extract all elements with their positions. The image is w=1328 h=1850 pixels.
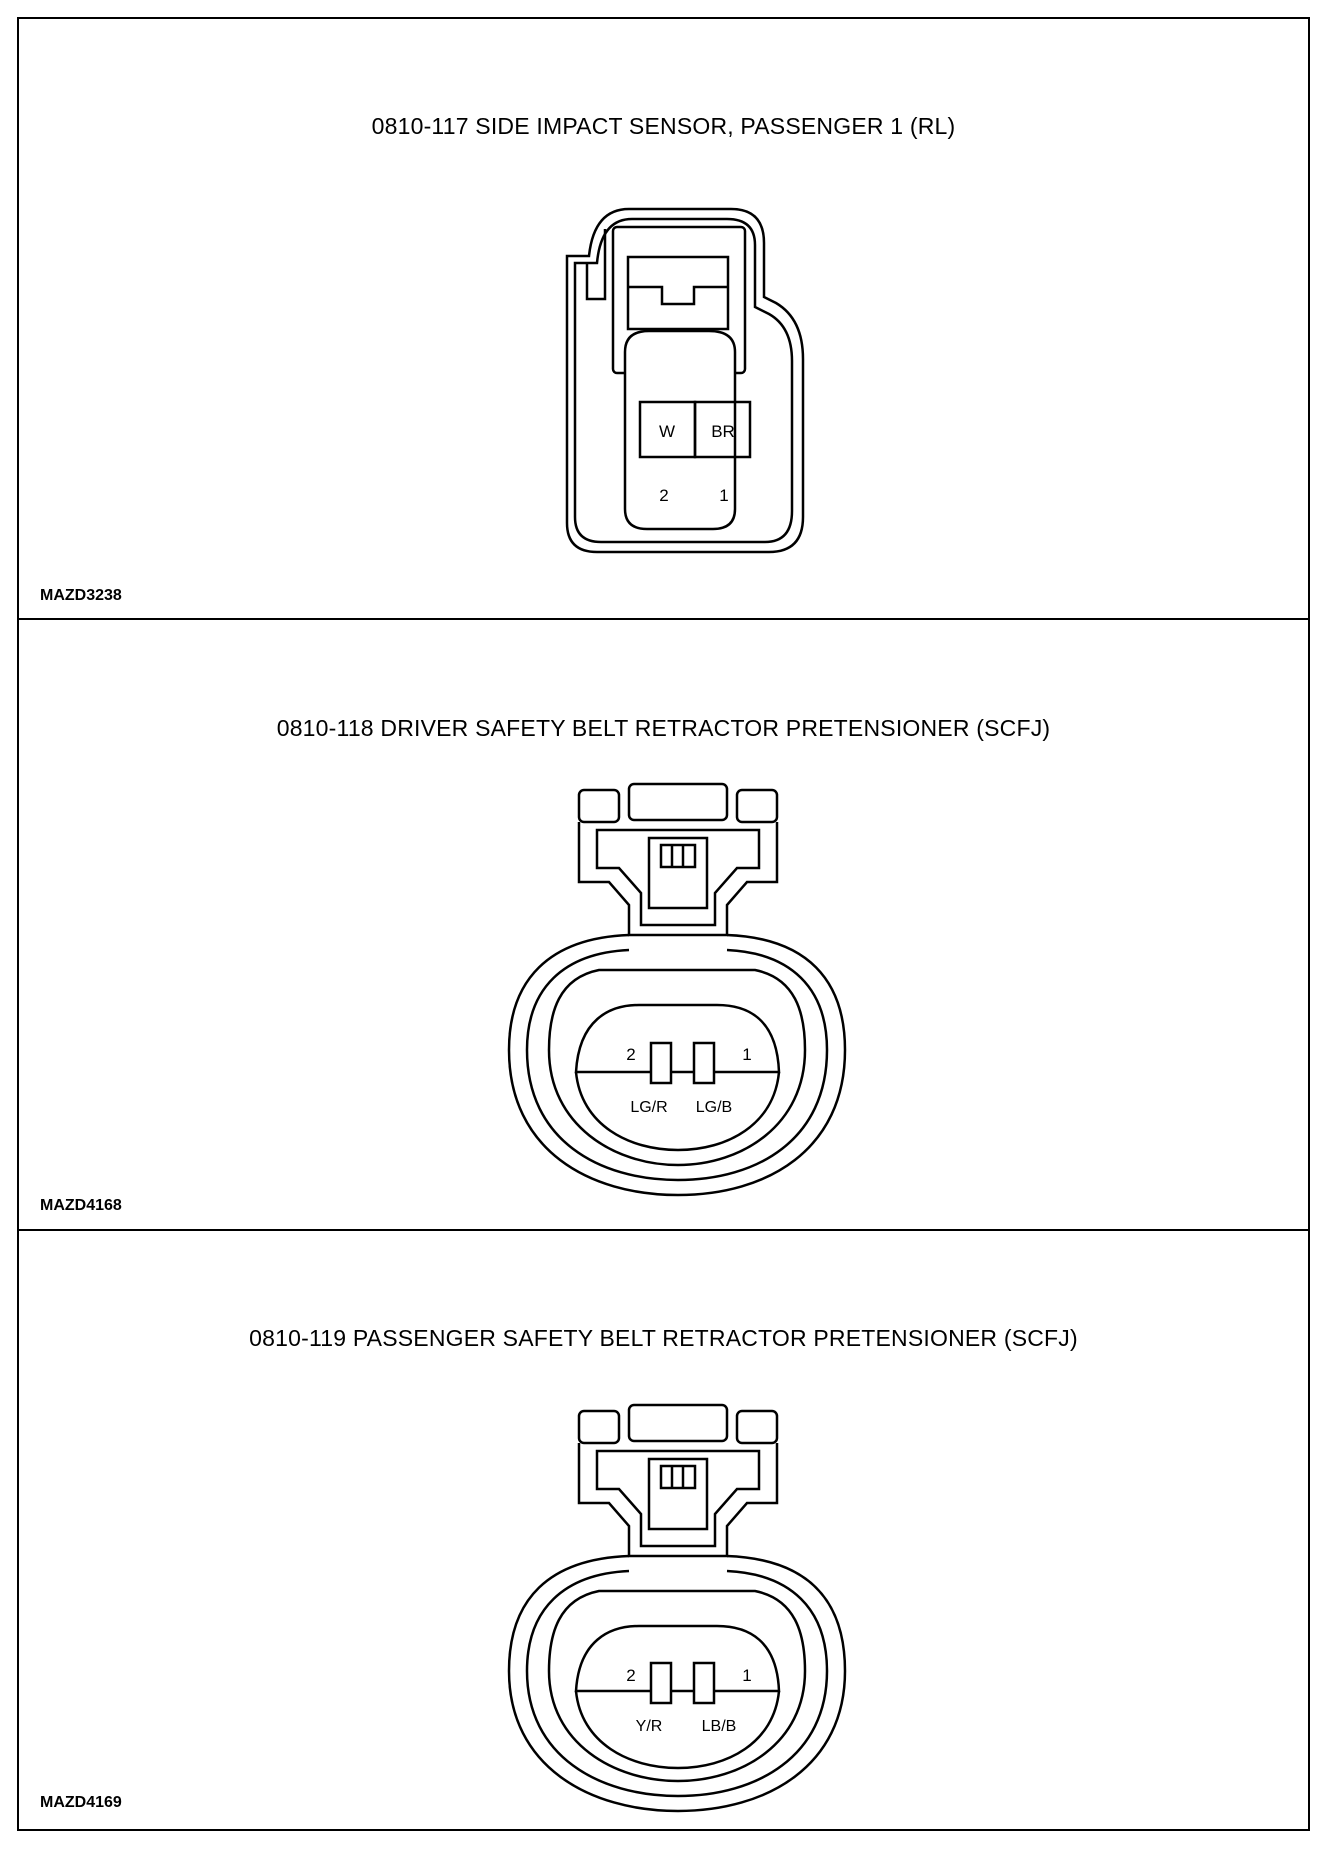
latch-key-window: [661, 1466, 695, 1488]
latch-tab-center: [629, 1405, 727, 1441]
panel-title: 0810-117 SIDE IMPACT SENSOR, PASSENGER 1 (RL): [371, 113, 956, 139]
driver-pretensioner-connector-diagram: [19, 620, 1312, 1230]
latch-key: [649, 838, 707, 908]
pin-1-terminal: [694, 1043, 714, 1083]
side-impact-sensor-connector-diagram: [19, 19, 1312, 619]
pin-2-terminal: [651, 1043, 671, 1083]
panel-title: 0810-118 DRIVER SAFETY BELT RETRACTOR PRETENSIONER (SCFJ): [276, 715, 1051, 741]
connector-middle-oval: [527, 950, 827, 1180]
latch-window: [628, 257, 728, 329]
pin-2-terminal: [651, 1663, 671, 1703]
passenger-pretensioner-connector-diagram: [19, 1231, 1312, 1829]
pin-1-wire-label: LG/B: [695, 1099, 733, 1116]
panel-title: 0810-119 PASSENGER SAFETY BELT RETRACTOR PRETENSIONER (SCFJ): [249, 1325, 1078, 1351]
pin-1-wire-label: LB/B: [701, 1718, 737, 1735]
connector-panel-passenger-pretensioner: [19, 1231, 1308, 1829]
connector-inner-oval: [549, 1591, 805, 1781]
pin-1-terminal: [694, 1663, 714, 1703]
connector-inner-oval: [549, 970, 805, 1165]
pin-1-number: 1: [742, 1666, 752, 1685]
pin-1-wire-label: BR: [711, 422, 735, 441]
pin-2-wire-label: Y/R: [635, 1718, 663, 1735]
pin-2-number: 2: [626, 1045, 636, 1064]
pin-2-number: 2: [659, 486, 669, 505]
mating-face-lower: [576, 1691, 779, 1768]
connector-panel-side-impact-sensor: [19, 19, 1308, 620]
latch-tab-center: [629, 784, 727, 820]
pin-1-number: 1: [719, 486, 729, 505]
figure-code: MAZD3238: [40, 587, 122, 604]
latch-tab-left: [579, 1411, 619, 1443]
connector-panel-driver-pretensioner: [19, 620, 1308, 1231]
pin-2-wire-label: LG/R: [630, 1099, 668, 1116]
mating-face-lower: [576, 1072, 779, 1150]
pin-2-wire-label: W: [658, 422, 676, 441]
latch-tab-right: [737, 790, 777, 822]
pin-2-number: 2: [626, 1666, 636, 1685]
pin-1-number: 1: [742, 1045, 752, 1064]
latch-tab-left: [579, 790, 619, 822]
figure-code: MAZD4168: [40, 1197, 122, 1214]
latch-key: [649, 1459, 707, 1529]
diagram-frame: [17, 17, 1310, 1831]
figure-code: MAZD4169: [40, 1794, 122, 1811]
latch-tab-right: [737, 1411, 777, 1443]
latch-notch: [628, 287, 728, 304]
latch-key-window: [661, 845, 695, 867]
